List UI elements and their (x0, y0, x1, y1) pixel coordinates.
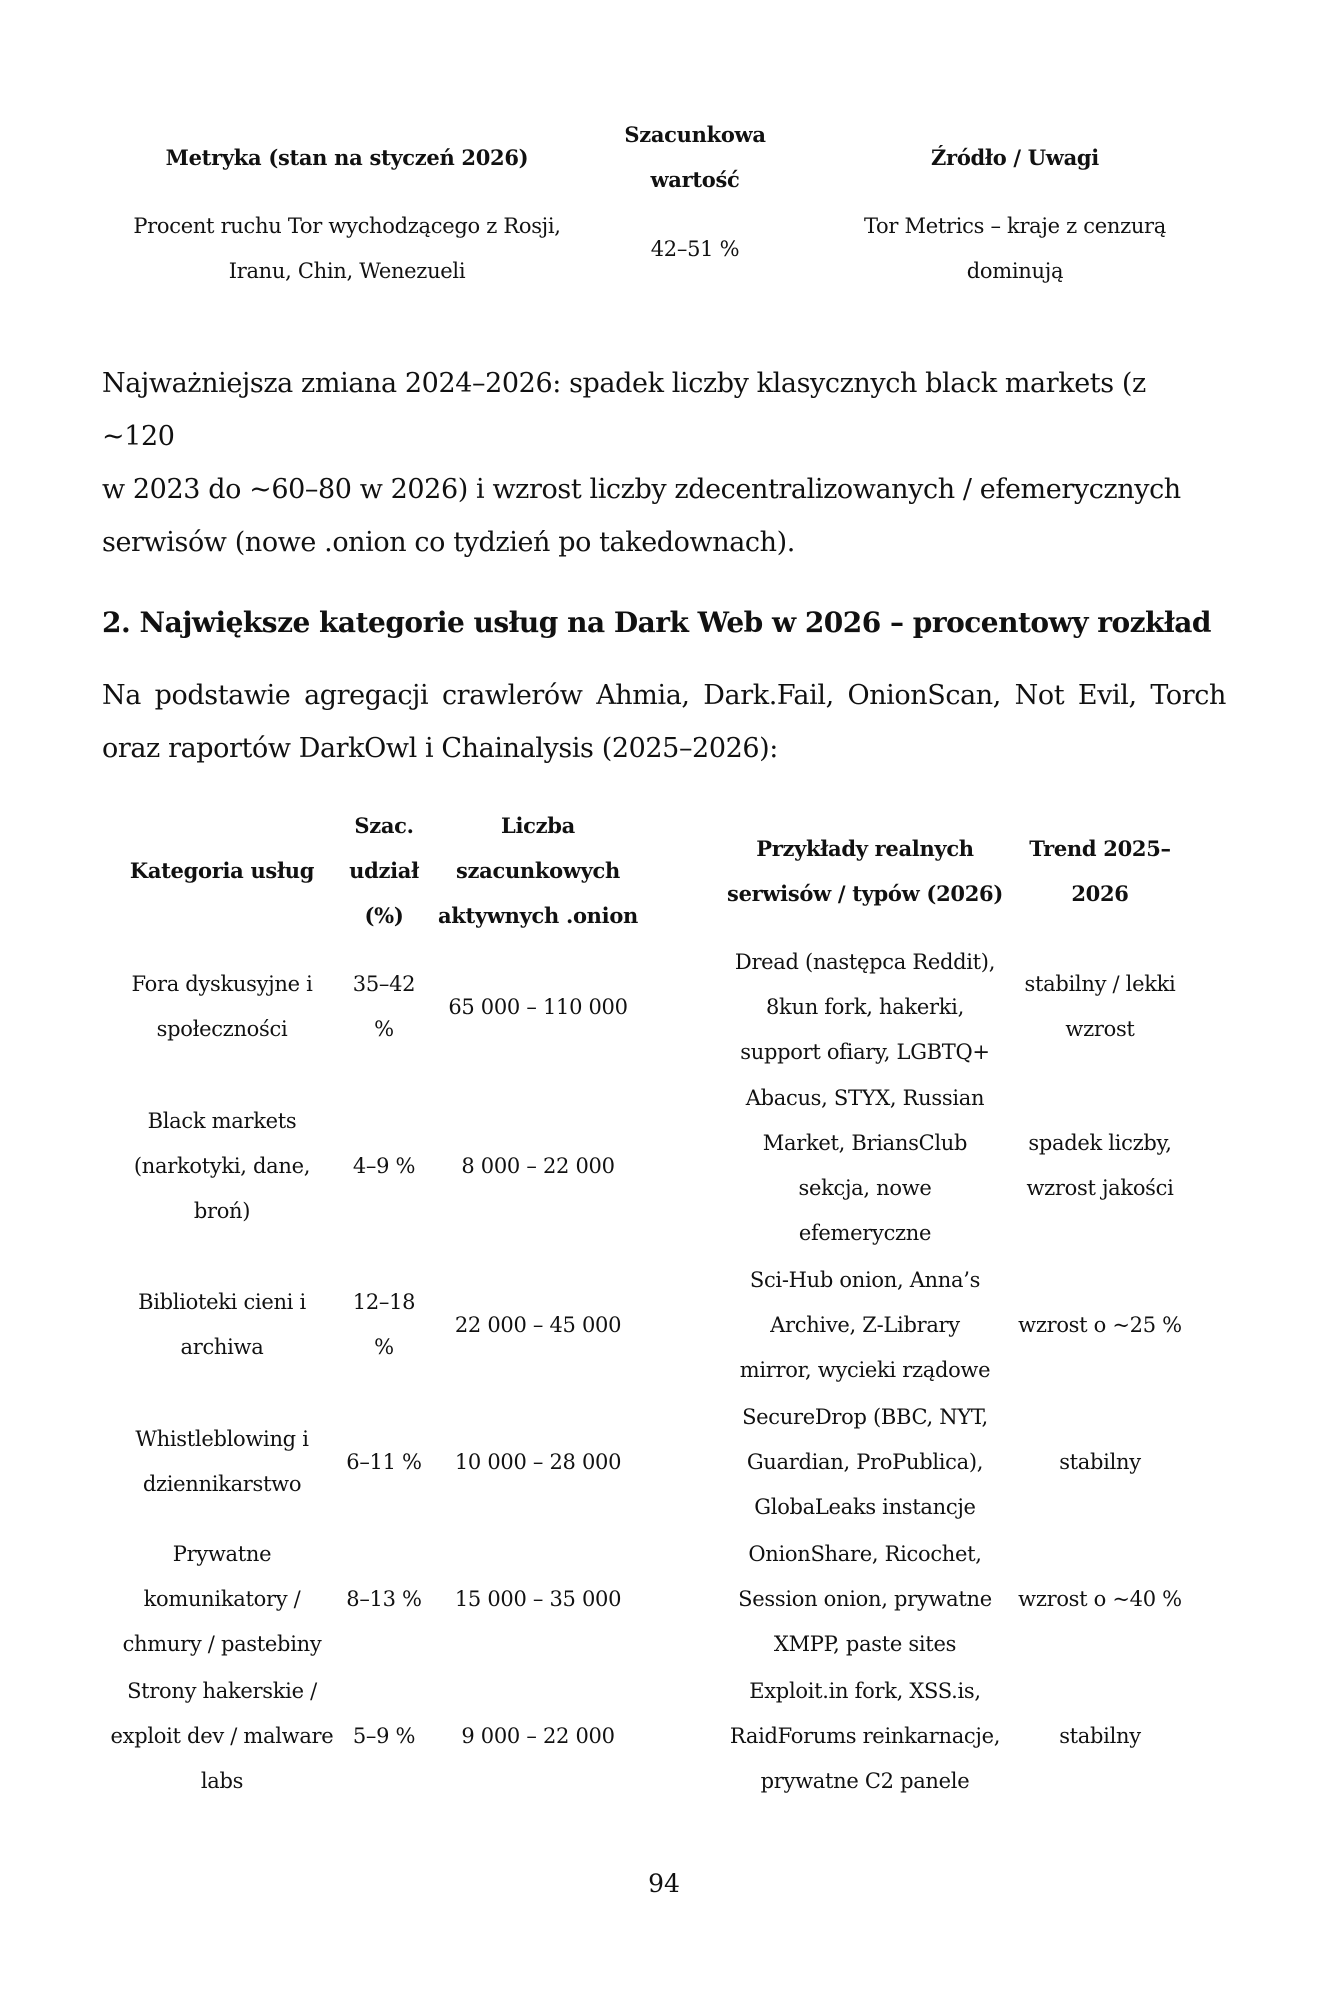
paragraph-line: Na podstawie agregacji crawlerów Ahmia, Dark.Fail, OnionScan, Not Evil, Torch (102, 680, 1226, 711)
cell-text: Sci-Hub onion, Anna’s (749, 1267, 981, 1292)
cell-source (820, 204, 1210, 294)
header-text: Metryka (stan na styczeń 2026) (165, 144, 529, 170)
header-text: Szacunkowa (624, 122, 766, 147)
header-text: udział (349, 858, 419, 883)
cell-text: Prywatne (172, 1541, 272, 1566)
cell-count (430, 1531, 646, 1667)
cell-text: Biblioteki cieni i (138, 1290, 306, 1314)
cell-text: 42–51 % (650, 236, 740, 261)
paragraph-line: oraz raportów DarkOwl i Chainalysis (2025–2026): (102, 733, 778, 764)
table-row (0, 939, 1328, 1075)
cell-text: GlobaLeaks instancje (754, 1494, 976, 1519)
tor-metrics-table (0, 112, 1328, 302)
cell-text: stabilny (1059, 1449, 1141, 1474)
cell-examples (720, 1257, 1010, 1393)
cell-metric (102, 204, 592, 294)
table-row (0, 1257, 1328, 1393)
cell-text: 8–13 % (346, 1586, 422, 1611)
cell-share (346, 1257, 422, 1393)
cell-trend (1014, 1394, 1186, 1530)
cell-text: % (374, 1335, 394, 1359)
cell-text: Strony hakerskie / (127, 1678, 317, 1703)
cell-trend (1014, 1257, 1186, 1393)
cell-text: 5–9 % (352, 1723, 416, 1748)
cell-text: 10 000 – 28 000 (454, 1449, 622, 1474)
cell-text: 8 000 – 22 000 (461, 1153, 615, 1178)
cell-text: wzrost jakości (1026, 1176, 1174, 1200)
cell-examples (720, 1668, 1010, 1804)
cell-trend (1014, 1076, 1186, 1256)
page-number: 94 (648, 1869, 680, 1898)
header-text: Przykłady realnych (756, 835, 974, 861)
cell-category (104, 1257, 340, 1393)
cell-text: Archive, Z-Library (770, 1312, 960, 1337)
header-text: szacunkowych (456, 858, 620, 883)
intro-paragraph (102, 669, 1226, 775)
header-onion-count (430, 803, 646, 938)
cell-text: społeczności (156, 1017, 288, 1041)
paragraph-line: w 2023 do ~60–80 w 2026) i wzrost liczby zdecentralizowanych / efemerycznych (102, 474, 1181, 505)
cell-text: 22 000 – 45 000 (454, 1312, 622, 1337)
header-metric (102, 112, 592, 202)
cell-count (430, 1076, 646, 1256)
header-examples (720, 803, 1010, 938)
header-text: 2026 (1071, 880, 1129, 906)
summary-paragraph (102, 357, 1226, 569)
table-row (0, 1394, 1328, 1530)
cell-examples (720, 1531, 1010, 1667)
paragraph-line: serwisów (nowe .onion co tydzień po takedownach). (102, 527, 795, 558)
cell-text: Session onion, prywatne (738, 1586, 992, 1611)
cell-count (430, 1668, 646, 1804)
cell-trend (1014, 1531, 1186, 1667)
cell-share (346, 1668, 422, 1804)
cell-text: Whistleblowing i (135, 1427, 309, 1451)
cell-text: 35–42 (352, 972, 416, 996)
cell-text: 6–11 % (346, 1449, 422, 1474)
header-text: wartość (650, 167, 740, 192)
cell-text: Guardian, ProPublica), (746, 1449, 984, 1474)
cell-count (430, 1257, 646, 1393)
header-text: Trend 2025– (1029, 835, 1171, 861)
table-row (0, 204, 1328, 294)
cell-text: wzrost o ~25 % (1018, 1312, 1182, 1337)
cell-share (346, 1394, 422, 1530)
cell-value (600, 204, 790, 294)
cell-text: sekcja, nowe (798, 1176, 932, 1200)
cell-text: archiwa (180, 1335, 264, 1359)
header-source-notes (820, 112, 1210, 202)
header-estimated-value (600, 112, 790, 202)
cell-share (346, 1076, 422, 1256)
cell-text: 12–18 (352, 1290, 416, 1314)
cell-text: OnionShare, Ricochet, (748, 1541, 982, 1566)
cell-text: mirror, wycieki rządowe (739, 1357, 991, 1382)
header-text: Szac. (354, 813, 414, 838)
header-trend (1014, 803, 1186, 938)
cell-text: stabilny / lekki (1024, 972, 1176, 996)
cell-text: Exploit.in fork, XSS.is, (749, 1678, 981, 1703)
cell-text: SecureDrop (BBC, NYT, (742, 1404, 988, 1429)
header-text: (%) (364, 903, 404, 928)
header-category (104, 803, 340, 938)
cell-text: dominują (966, 259, 1064, 283)
cell-examples (720, 939, 1010, 1075)
cell-text: Procent ruchu Tor wychodzącego z Rosji, (133, 214, 561, 238)
table-header-row (0, 112, 1328, 202)
cell-share (346, 1531, 422, 1667)
table-row (0, 1668, 1328, 1804)
cell-category (104, 1076, 340, 1256)
cell-text: spadek liczby, (1028, 1131, 1172, 1155)
cell-text: wzrost o ~40 % (1018, 1586, 1182, 1611)
cell-text: XMPP, paste sites (773, 1631, 957, 1656)
cell-category (104, 1668, 340, 1804)
cell-text: Dread (następca Reddit), (734, 949, 996, 974)
cell-examples (720, 1394, 1010, 1530)
cell-text: labs (200, 1768, 244, 1793)
paragraph-line: Najważniejsza zmiana 2024–2026: spadek liczby klasycznych black markets (z ~120 (102, 368, 1146, 452)
cell-text: Tor Metrics – kraje z cenzurą (863, 214, 1167, 238)
cell-text: Market, BriansClub (762, 1131, 968, 1155)
table-row (0, 1076, 1328, 1256)
cell-category (104, 1394, 340, 1530)
header-text: aktywnych .onion (437, 903, 638, 928)
cell-text: Iranu, Chin, Wenezueli (228, 259, 466, 283)
header-text: Kategoria usług (129, 858, 315, 883)
cell-trend (1014, 1668, 1186, 1804)
header-text: Źródło / Uwagi (931, 144, 1099, 170)
cell-count (430, 939, 646, 1075)
cell-trend (1014, 939, 1186, 1075)
cell-category (104, 1531, 340, 1667)
table-header-row (0, 803, 1328, 938)
cell-text: prywatne C2 panele (760, 1768, 970, 1793)
header-text: serwisów / typów (2026) (727, 880, 1003, 906)
table-row (0, 1531, 1328, 1667)
cell-text: % (374, 1017, 394, 1041)
cell-text: dziennikarstwo (142, 1472, 302, 1496)
cell-category (104, 939, 340, 1075)
cell-text: stabilny (1059, 1723, 1141, 1748)
cell-share (346, 939, 422, 1075)
cell-text: wzrost (1065, 1017, 1135, 1041)
cell-text: Abacus, STYX, Russian (745, 1086, 985, 1110)
cell-text: efemeryczne (798, 1221, 932, 1245)
cell-text: 8kun fork, hakerki, (765, 994, 964, 1019)
cell-text: Fora dyskusyjne i (131, 972, 313, 996)
cell-text: 9 000 – 22 000 (461, 1723, 615, 1748)
cell-text: RaidForums reinkarnacje, (729, 1723, 1001, 1748)
cell-text: exploit dev / malware (110, 1723, 334, 1748)
dark-web-categories-table (0, 803, 1328, 1823)
cell-count (430, 1394, 646, 1530)
cell-text: (narkotyki, dane, (133, 1153, 311, 1178)
cell-text: chmury / pastebiny (122, 1631, 322, 1656)
header-text: Liczba (501, 813, 575, 838)
cell-text: 65 000 – 110 000 (448, 994, 628, 1019)
cell-text: support ofiary, LGBTQ+ (740, 1039, 990, 1064)
section-heading: 2. Największe kategorie usług na Dark Web w 2026 – procentowy rozkład (102, 606, 1211, 639)
cell-examples (720, 1076, 1010, 1256)
cell-text: komunikatory / (143, 1586, 301, 1611)
cell-text: broń) (193, 1198, 251, 1223)
cell-text: 4–9 % (352, 1153, 416, 1178)
cell-text: Black markets (147, 1108, 297, 1133)
header-share (346, 803, 422, 938)
cell-text: 15 000 – 35 000 (454, 1586, 622, 1611)
